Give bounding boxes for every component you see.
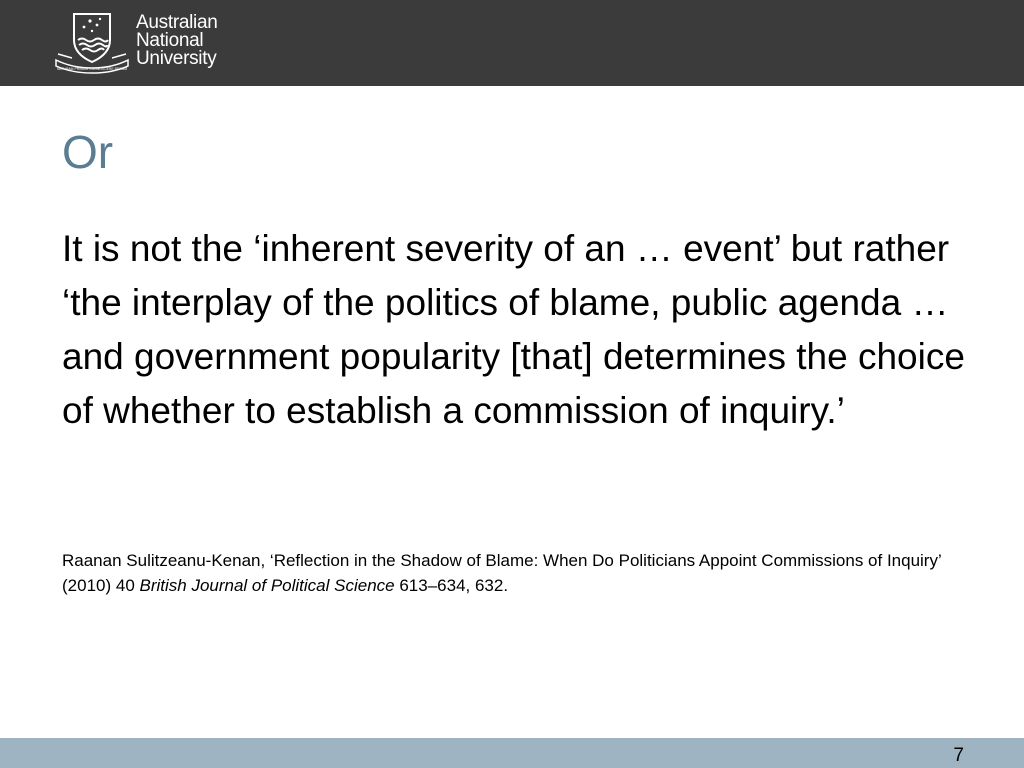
logo-line-2: National [136,30,204,51]
seal-text: NATURAM PRIMUM COGNOSCERE RERUM [56,67,128,71]
footer-bar [0,738,1024,768]
citation-text-1: Raanan Sulitzeanu-Kenan, ‘Reflection in the Shadow of Blame: When Do Politicians Appoint Commissions of Inquiry’ (2010) 40 [62,551,942,595]
page-number: 7 [953,745,964,766]
anu-crest-icon [52,10,132,74]
slide-quote: It is not the ‘inherent severity of an … event’ but rather ‘the interplay of the politics of blame, public agenda … and government popularity [that] determines the choice of whether to establish a commission of inquiry.’ [62,228,965,431]
logo-wordmark [136,14,218,68]
anu-logo [52,10,242,74]
logo-line-3: University [136,48,217,69]
header-bar [0,0,1024,86]
slide-title: Or [62,126,114,178]
logo-line-1: Australian [136,12,218,33]
citation-journal: British Journal of Political Science [139,576,395,595]
citation [62,548,962,598]
citation-text-2: 613–634, 632. [394,576,509,595]
